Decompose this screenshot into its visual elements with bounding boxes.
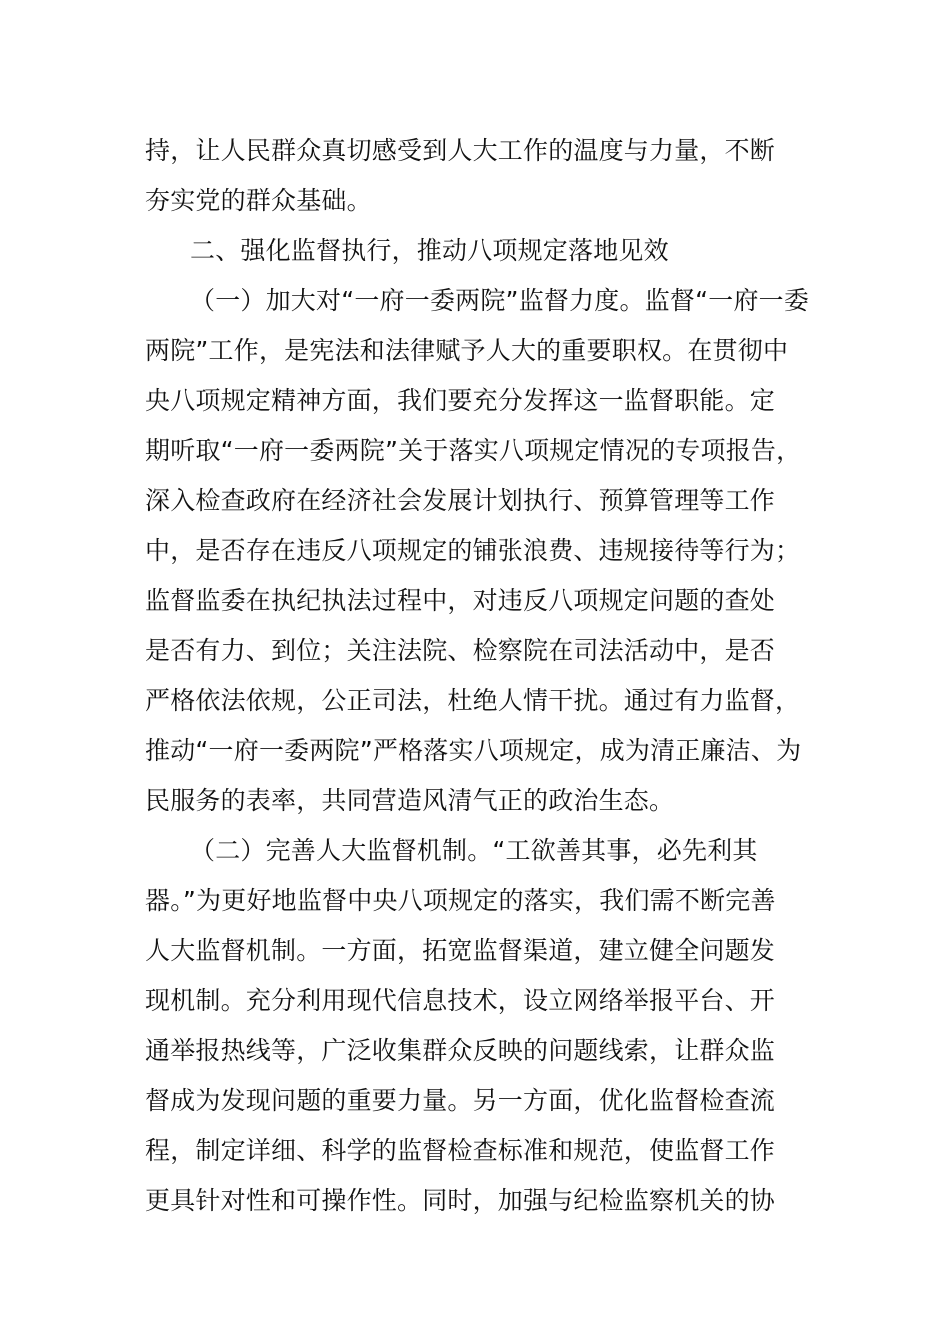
paragraph-line: 央八项规定精神方面，我们要充分发挥这一监督职能。定 — [145, 386, 776, 415]
paragraph-line: 严格依法依规，公正司法，杜绝人情干扰。通过有力监督， — [145, 686, 801, 715]
paragraph-line: 人大监督机制。一方面，拓宽监督渠道，建立健全问题发 — [145, 936, 776, 965]
paragraph-line: 督成为发现问题的重要力量。另一方面，优化监督检查流 — [145, 1086, 776, 1115]
subsection-heading-line: （二）完善人大监督机制。“工欲善其事，必先利其 — [190, 836, 758, 865]
paragraph-line: 更具针对性和可操作性。同时，加强与纪检监察机关的协 — [145, 1186, 776, 1215]
paragraph-line: 监督监委在执纪执法过程中，对违反八项规定问题的查处 — [145, 586, 776, 615]
paragraph-line: 两院”工作，是宪法和法律赋予人大的重要职权。在贯彻中 — [145, 336, 789, 365]
paragraph-line: 通举报热线等，广泛收集群众反映的问题线索，让群众监 — [145, 1036, 776, 1065]
paragraph-line: 中，是否存在违反八项规定的铺张浪费、违规接待等行为； — [145, 536, 801, 565]
paragraph-line: 器。”为更好地监督中央八项规定的落实，我们需不断完善 — [145, 886, 776, 915]
subsection-heading-line: （一）加大对“一府一委两院”监督力度。监督“一府一委 — [190, 286, 810, 315]
paragraph-line: 程，制定详细、科学的监督检查标准和规范，使监督工作 — [145, 1136, 776, 1165]
section-heading: 二、强化监督执行，推动八项规定落地见效 — [190, 236, 669, 265]
paragraph-line: 持，让人民群众真切感受到人大工作的温度与力量，不断 — [145, 136, 776, 165]
paragraph-line: 是否有力、到位；关注法院、检察院在司法活动中，是否 — [145, 636, 776, 665]
paragraph-line: 夯实党的群众基础。 — [145, 186, 372, 215]
paragraph-line: 现机制。充分利用现代信息技术，设立网络举报平台、开 — [145, 986, 776, 1015]
paragraph-line: 深入检查政府在经济社会发展计划执行、预算管理等工作 — [145, 486, 776, 515]
paragraph-line: 民服务的表率，共同营造风清气正的政治生态。 — [145, 786, 675, 815]
document-body — [145, 126, 810, 1226]
paragraph-line: 期听取“一府一委两院”关于落实八项规定情况的专项报告， — [145, 436, 802, 465]
paragraph-line: 推动“一府一委两院”严格落实八项规定，成为清正廉洁、为 — [145, 736, 802, 765]
